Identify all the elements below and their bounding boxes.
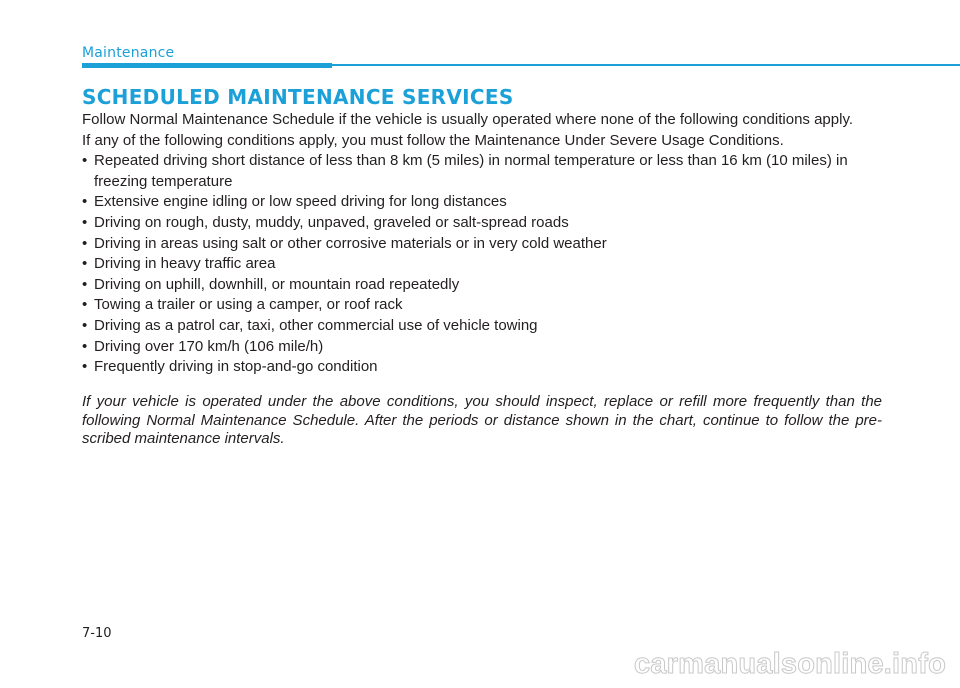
list-item	[82, 337, 882, 358]
list-item	[82, 254, 882, 275]
bullet-icon: •	[82, 255, 88, 273]
list-item	[82, 275, 882, 296]
list-item-text: Driving as a patrol car, taxi, other commercial use of vehicle towing	[94, 316, 538, 334]
list-item	[82, 213, 882, 234]
list-item	[82, 357, 882, 378]
bullet-icon: •	[82, 234, 88, 252]
list-item	[82, 316, 882, 337]
bullet-icon: •	[82, 296, 88, 314]
intro-paragraph-1: Follow Normal Maintenance Schedule if the vehicle is usually operated where none of the following conditions apply.	[82, 111, 853, 128]
list-item-text: Frequently driving in stop-and-go condition	[94, 358, 378, 376]
bullet-icon: •	[82, 152, 88, 170]
conditions-list	[82, 151, 882, 378]
list-item	[82, 192, 882, 213]
intro-paragraph-2: If any of the following conditions apply, you must follow the Maintenance Under Severe Usage Conditions.	[82, 131, 784, 149]
page-title: SCHEDULED MAINTENANCE SERVICES	[82, 85, 514, 109]
list-item-text: Towing a trailer or using a camper, or roof rack	[94, 296, 403, 314]
bullet-icon: •	[82, 316, 88, 334]
watermark-link[interactable]: carmanualsonline.info	[634, 648, 946, 680]
bullet-icon: •	[82, 337, 88, 355]
bullet-icon: •	[82, 275, 88, 293]
body-text	[82, 110, 882, 378]
list-item	[82, 234, 882, 255]
note-paragraph: If your vehicle is operated under the above conditions, you should inspect, replace or refill more frequently than the following Normal Maintenance Schedule. After the periods or distance shown in the chart, continue to follow the pre-scribed maintenance intervals.	[82, 393, 882, 447]
list-item	[82, 295, 882, 316]
list-item-text: Driving in heavy traffic area	[94, 255, 276, 273]
list-item-text: Extensive engine idling or low speed driving for long distances	[94, 193, 507, 211]
list-item-text: Driving on rough, dusty, muddy, unpaved, graveled or salt-spread roads	[94, 213, 569, 231]
page-number: 7-10	[82, 626, 112, 641]
bullet-icon: •	[82, 193, 88, 211]
header-rule-thick	[82, 63, 332, 68]
list-item-text: Driving in areas using salt or other corrosive materials or in very cold weather	[94, 234, 607, 252]
section-label: Maintenance	[82, 45, 175, 61]
header-rule-thin	[332, 64, 960, 66]
bullet-icon: •	[82, 213, 88, 231]
list-item-text: Repeated driving short distance of less than 8 km (5 miles) in normal temperature or less than 16 km (10 miles) in freezing temperature	[94, 152, 848, 190]
list-item	[82, 151, 882, 192]
list-item-text: Driving over 170 km/h (106 mile/h)	[94, 337, 324, 355]
list-item-text: Driving on uphill, downhill, or mountain road repeatedly	[94, 275, 460, 293]
bullet-icon: •	[82, 358, 88, 376]
